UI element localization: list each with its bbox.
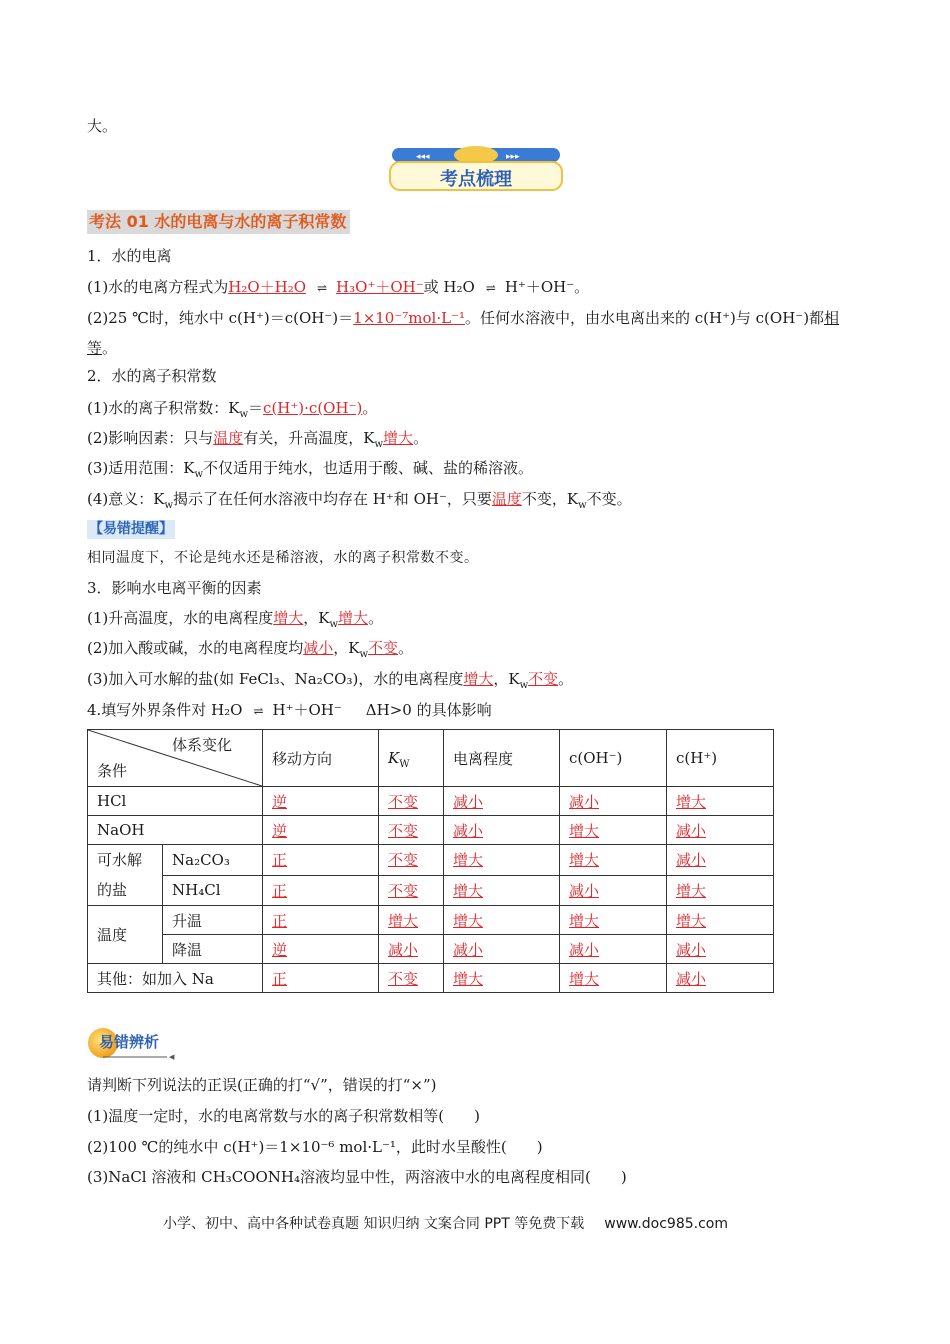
- answer: 温度: [213, 429, 244, 447]
- condition-cell: NaOH: [88, 816, 263, 845]
- condition-cell: 升温: [163, 906, 263, 935]
- answer: 1×10⁻⁷mol·L⁻¹: [353, 309, 465, 327]
- factor-salt: (3)加入可水解的盐(如 FeCl₃、Na₂CO₃)，水的电离程度增大，$K_w$不变。: [87, 670, 574, 691]
- table-row: [88, 816, 774, 845]
- kw-meaning: (4)意义：$K_w$揭示了在任何水溶液中均存在 H⁺和 OH⁻，只要温度不变，$K_w$不变。: [87, 490, 632, 511]
- condition-cell: Na₂CO₃: [163, 845, 263, 876]
- footer-url[interactable]: www.doc985.com: [604, 1216, 728, 1232]
- table-row: [88, 935, 774, 964]
- table-row: [88, 964, 774, 993]
- answer: 增大: [569, 851, 600, 870]
- answer: 增大: [338, 609, 369, 627]
- answer: 正: [272, 969, 288, 988]
- kw-factor: (2)影响因素：只与温度有关，升高温度，$K_w$增大。: [87, 429, 429, 450]
- answer: 增大: [273, 609, 304, 627]
- answer: 增大: [383, 429, 414, 447]
- svg-text:◀: ◀: [169, 1053, 175, 1061]
- group-cell: 可水解 的盐: [88, 845, 163, 906]
- continued-text: 大。: [87, 117, 118, 135]
- answer: 增大: [569, 969, 600, 988]
- answer: 减小: [676, 851, 707, 870]
- footer: [163, 1213, 728, 1233]
- answer: 正: [272, 851, 288, 870]
- heading-3: 3．影响水电离平衡的因素: [87, 579, 262, 597]
- answer: 减小: [569, 881, 600, 900]
- answer: 减小: [303, 639, 334, 657]
- kw-scope: (3)适用范围：$K_w$不仅适用于纯水，也适用于酸、碱、盐的稀溶液。: [87, 459, 534, 480]
- condition-cell: NH₄Cl: [163, 875, 263, 906]
- answer: 逆: [272, 940, 288, 959]
- answer: 逆: [272, 821, 288, 840]
- condition-cell: 降温: [163, 935, 263, 964]
- answer: 不变: [368, 639, 399, 657]
- ion-concentration-line-cont: 等。: [87, 339, 118, 357]
- svg-text:◂◂◂: ◂◂◂: [416, 152, 430, 162]
- answer: 增大: [676, 792, 707, 811]
- answer: 增大: [569, 821, 600, 840]
- answer: 不变: [528, 670, 559, 688]
- question-2: (2)100 ℃的纯水中 c(H⁺)＝1×10⁻⁶ mol·L⁻¹，此时水呈酸性( ): [87, 1138, 543, 1156]
- answer: 不变: [388, 821, 419, 840]
- answer: 减小: [676, 940, 707, 959]
- banner-title: 考点梳理: [440, 169, 512, 190]
- question-1: (1)温度一定时，水的电离常数与水的离子积常数相等( ): [87, 1107, 480, 1125]
- answer: 温度: [491, 490, 522, 508]
- ion-concentration-line: (2)25 ℃时，纯水中 c(H⁺)＝c(OH⁻)＝1×10⁻⁷mol·L⁻¹。任何水溶液中，由水电离出来的 c(H⁺)与 c(OH⁻)都相: [87, 309, 840, 327]
- answer: 减小: [569, 940, 600, 959]
- answer: 增大: [569, 911, 600, 930]
- col-header-kw: $K_W$: [379, 730, 444, 787]
- svg-text:▸▸▸: ▸▸▸: [506, 152, 520, 162]
- heading-4: 4.填写外界条件对 H₂O ⇌ H⁺＋OH⁻ ΔH>0 的具体影响: [87, 701, 492, 719]
- answer: 减小: [676, 821, 707, 840]
- table-row: [88, 875, 774, 906]
- answer: 减小: [569, 792, 600, 811]
- condition-cell: 其他：如加入 Na: [88, 964, 263, 993]
- badge-title: 易错辨析: [99, 1033, 160, 1051]
- answer: 相: [824, 309, 840, 327]
- tip-label: 【易错提醒】: [89, 521, 173, 537]
- answer: 减小: [676, 969, 707, 988]
- equation-line: (1)水的电离方程式为H₂O＋H₂O ⇌ H₃O⁺＋OH⁻或 H₂O ⇌ H⁺＋OH⁻。: [87, 278, 590, 296]
- col-header: 移动方向: [263, 730, 379, 787]
- answer: 不变: [388, 881, 419, 900]
- group-cell: 温度: [88, 906, 163, 964]
- answer: 增大: [453, 881, 484, 900]
- answer: H₃O⁺＋OH⁻: [336, 278, 424, 296]
- answer: 减小: [453, 940, 484, 959]
- answer: 增大: [463, 670, 494, 688]
- heading-2: 2．水的离子积常数: [87, 367, 217, 385]
- question-intro: 请判断下列说法的正误(正确的打“√”，错误的打“×”): [87, 1076, 437, 1094]
- footer-text: 小学、初中、高中各种试卷真题 知识归纳 文案合同 PPT 等免费下载: [163, 1216, 585, 1232]
- answer: 增大: [453, 911, 484, 930]
- error-analysis-badge: [87, 1025, 177, 1061]
- col-header: c(OH⁻): [560, 730, 667, 787]
- section-title: 考法 01 水的电离与水的离子积常数: [87, 210, 350, 234]
- answer: 减小: [388, 940, 419, 959]
- answer: 减小: [453, 792, 484, 811]
- diagonal-header-cell: [88, 730, 263, 787]
- answer: 逆: [272, 792, 288, 811]
- header-bottom: 条件: [97, 762, 128, 780]
- answer: 增大: [453, 969, 484, 988]
- answer: H₂O＋H₂O: [228, 278, 307, 296]
- answer: 增大: [676, 881, 707, 900]
- answer: 不变: [388, 851, 419, 870]
- answer: 正: [272, 911, 288, 930]
- answer: 增大: [676, 911, 707, 930]
- condition-cell: HCl: [88, 787, 263, 816]
- col-header: c(H⁺): [667, 730, 774, 787]
- factor-acid-base: (2)加入酸或碱，水的电离程度均减小，$K_w$不变。: [87, 639, 414, 660]
- answer: 不变: [388, 792, 419, 811]
- table-row: [88, 906, 774, 935]
- answer: 正: [272, 881, 288, 900]
- table-header-row: [88, 730, 774, 787]
- answer: 减小: [453, 821, 484, 840]
- heading-1: 1．水的电离: [87, 247, 172, 265]
- answer: c(H⁺)·c(OH⁻): [263, 399, 363, 417]
- tip-text: 相同温度下，不论是纯水还是稀溶液，水的离子积常数不变。: [87, 550, 479, 566]
- question-3: (3)NaCl 溶液和 CH₃COONH₄溶液均显中性，两溶液中水的电离程度相同( ): [87, 1168, 627, 1186]
- answer: 不变: [388, 969, 419, 988]
- answer: 等: [87, 339, 103, 357]
- kw-definition: (1)水的离子积常数：$K_w=c(H^+)\cdot c(OH^-)$。: [87, 399, 378, 420]
- answer: 增大: [453, 851, 484, 870]
- header-top: 体系变化: [172, 736, 233, 754]
- factor-temperature: (1)升高温度，水的电离程度增大，$K_w$增大。: [87, 609, 384, 630]
- influence-table: [87, 729, 774, 993]
- table-row: [88, 845, 774, 876]
- section-banner: [388, 146, 564, 192]
- col-header: 电离程度: [444, 730, 560, 787]
- answer: 增大: [388, 911, 419, 930]
- table-row: [88, 787, 774, 816]
